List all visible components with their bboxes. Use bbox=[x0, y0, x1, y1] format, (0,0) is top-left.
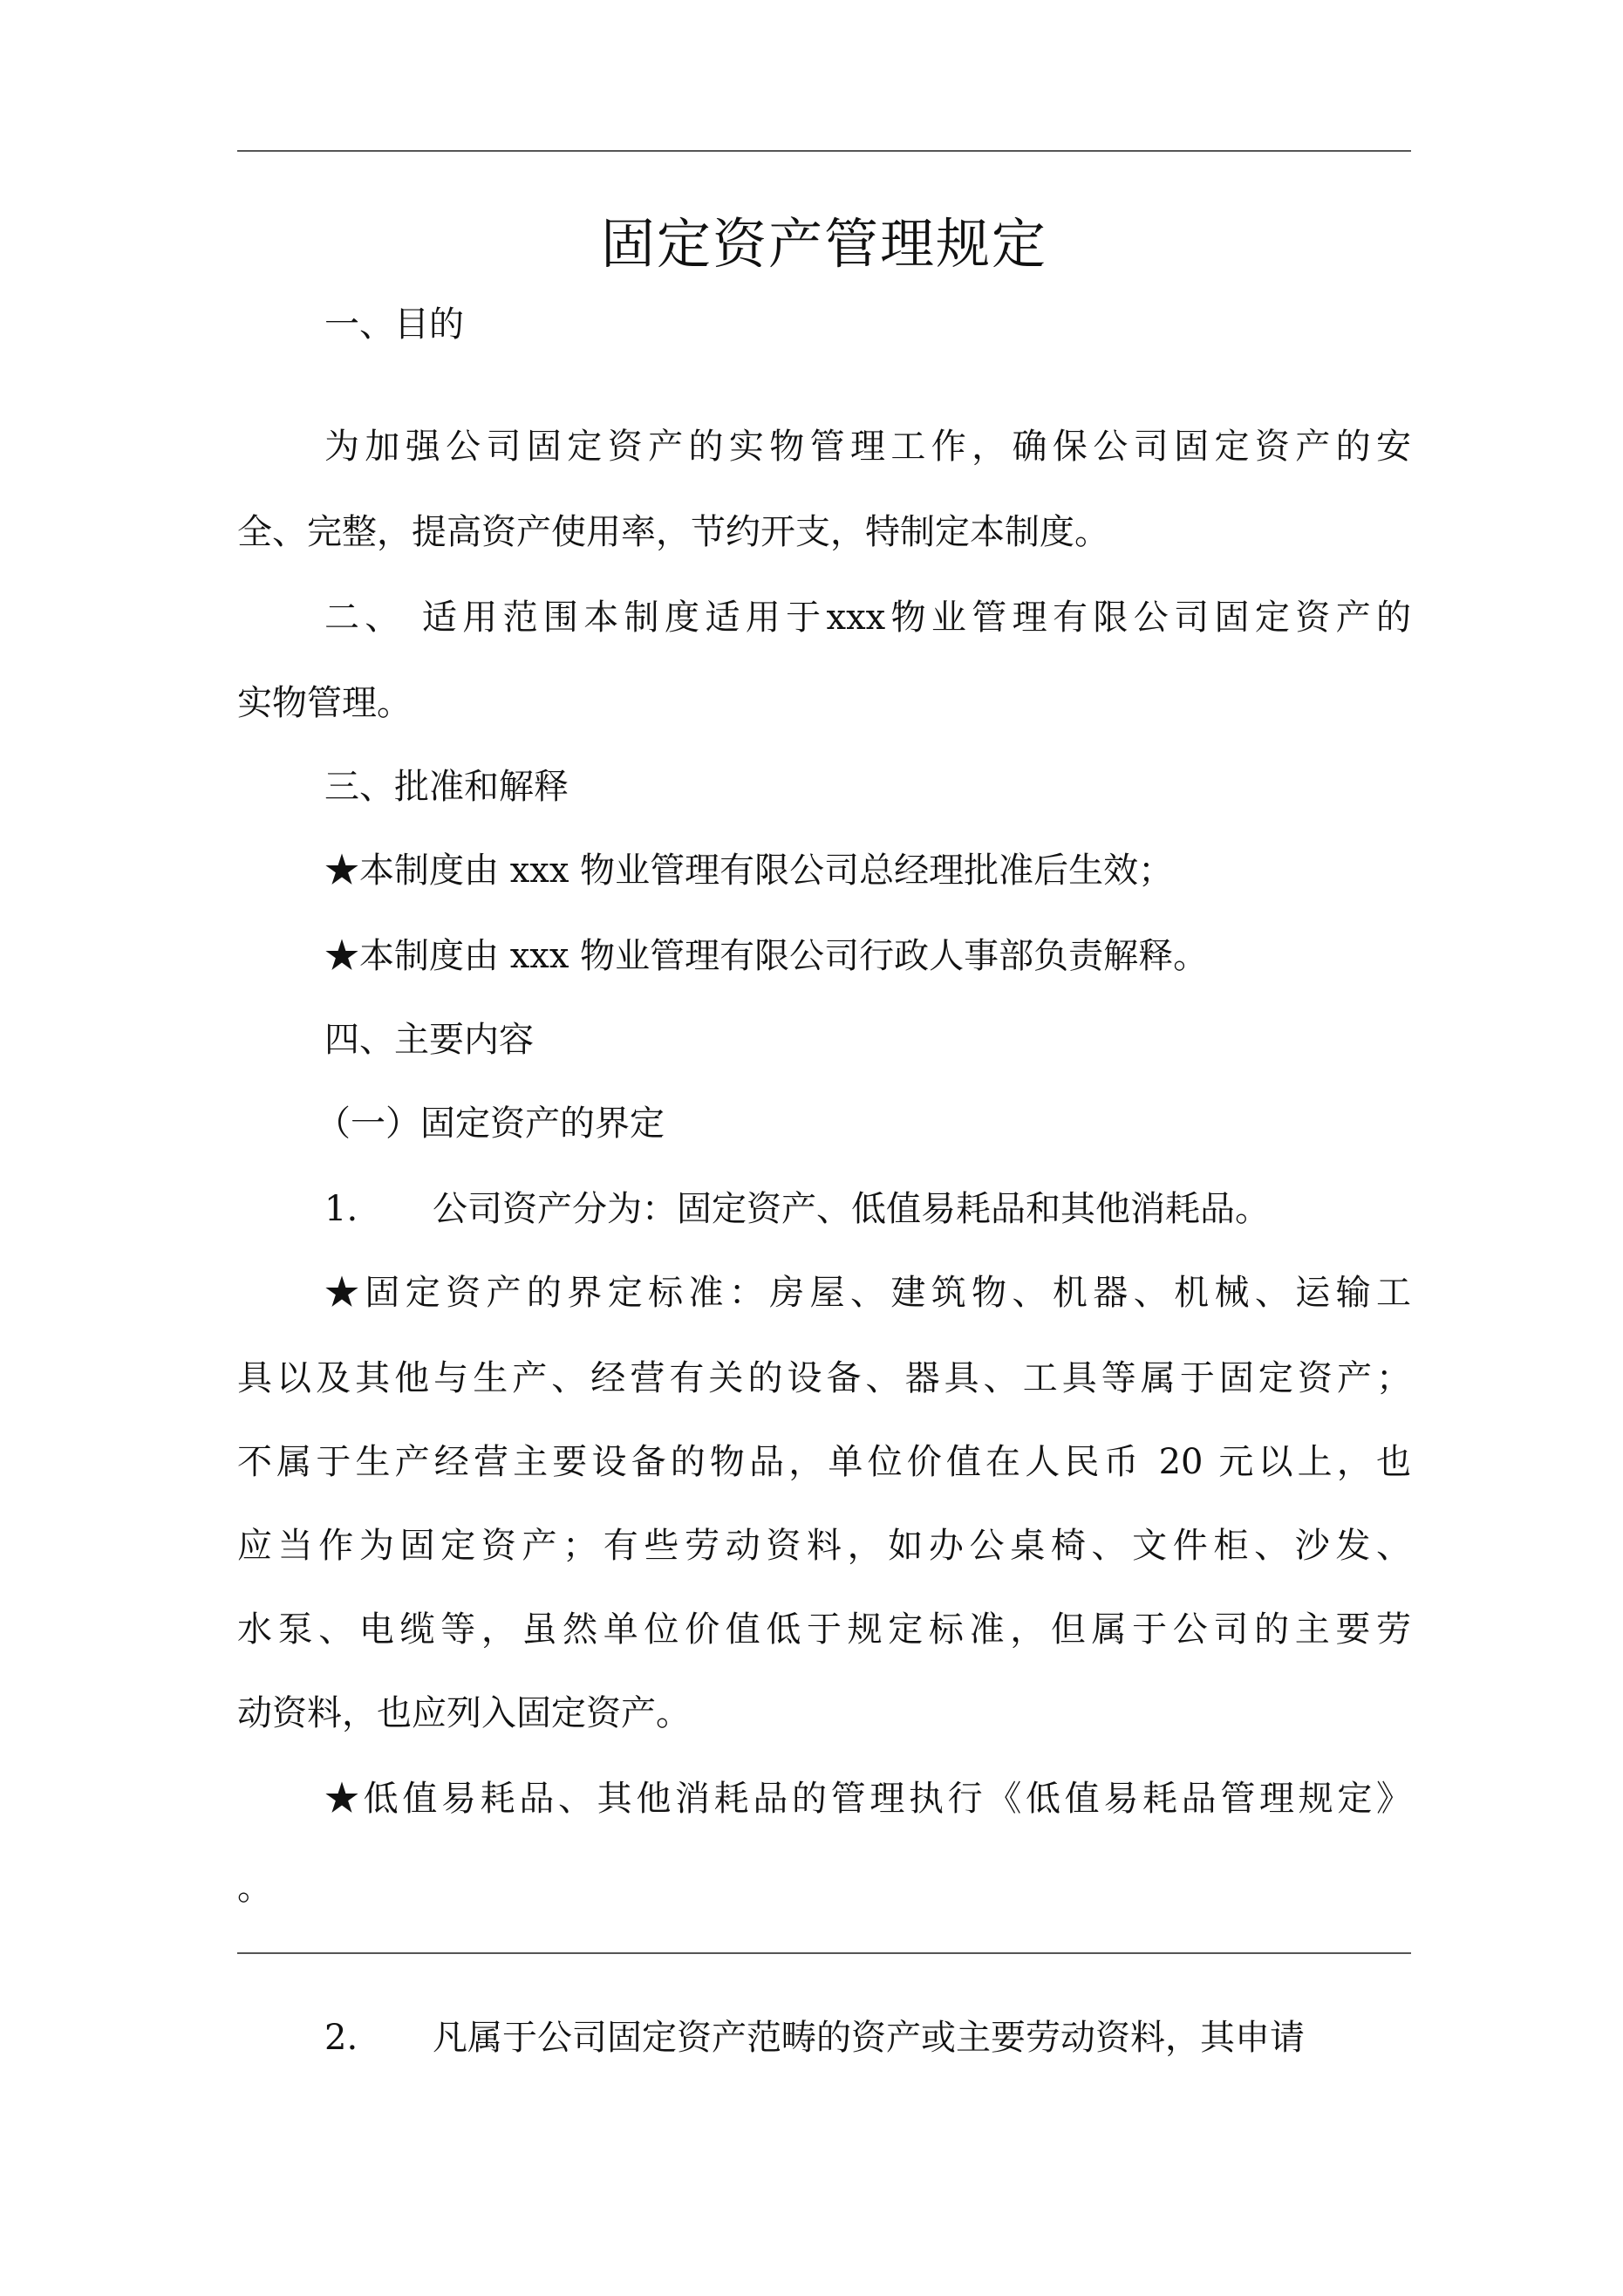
criteria-para-line3: 不属于生产经营主要设备的物品，单位价值在人民币 20 元以上，也 bbox=[237, 1442, 1411, 1482]
section4-heading: 四、主要内容 bbox=[324, 1020, 534, 1060]
section3-heading: 三、批准和解释 bbox=[324, 767, 569, 807]
item2-text: 凡属于公司固定资产范畴的资产或主要劳动资料，其申请 bbox=[433, 2018, 1305, 2058]
subsection1-heading: （一）固定资产的界定 bbox=[316, 1104, 665, 1144]
header-divider bbox=[237, 150, 1411, 152]
section1-para-line1: 为加强公司固定资产的实物管理工作，确保公司固定资产的安 bbox=[324, 427, 1411, 467]
section3-item-interpretation: ★本制度由 xxx 物业管理有限公司行政人事部负责解释。 bbox=[324, 936, 1209, 976]
criteria-para-line5: 水泵、电缆等，虽然单位价值低于规定标准，但属于公司的主要劳 bbox=[237, 1609, 1411, 1650]
criteria-para-line1: ★固定资产的界定标准：房屋、建筑物、机器、机械、运输工 bbox=[324, 1273, 1411, 1313]
item1-text: 公司资产分为：固定资产、低值易耗品和其他消耗品。 bbox=[433, 1189, 1270, 1229]
document-title: 固定资产管理规定 bbox=[600, 212, 1047, 276]
criteria-para-line6: 动资料，也应列入固定资产。 bbox=[237, 1693, 691, 1733]
section2-para-line2: 实物管理。 bbox=[237, 683, 412, 723]
section2-para-line1: 二、 适用范围本制度适用于xxx物业管理有限公司固定资产的 bbox=[324, 598, 1411, 638]
page-break-divider bbox=[237, 1952, 1411, 1954]
section1-heading: 一、目的 bbox=[324, 304, 464, 345]
item2 bbox=[324, 2012, 1411, 2064]
low-value-para-line2: 。 bbox=[237, 1868, 272, 1908]
criteria-para-line2: 具以及其他与生产、经营有关的设备、器具、工具等属于固定资产； bbox=[237, 1358, 1411, 1398]
item1-number: 1. bbox=[324, 1189, 358, 1229]
criteria-para-line4: 应当作为固定资产；有些劳动资料，如办公桌椅、文件柜、沙发、 bbox=[237, 1526, 1411, 1566]
section1-para-line2: 全、完整，提高资产使用率，节约开支，特制定本制度。 bbox=[237, 512, 1109, 552]
item2-number: 2. bbox=[324, 2018, 358, 2058]
item1 bbox=[324, 1183, 1411, 1235]
section3-item-approval: ★本制度由 xxx 物业管理有限公司总经理批准后生效； bbox=[324, 851, 1174, 891]
low-value-para-line1: ★低值易耗品、其他消耗品的管理执行《低值易耗品管理规定》 bbox=[324, 1779, 1411, 1819]
